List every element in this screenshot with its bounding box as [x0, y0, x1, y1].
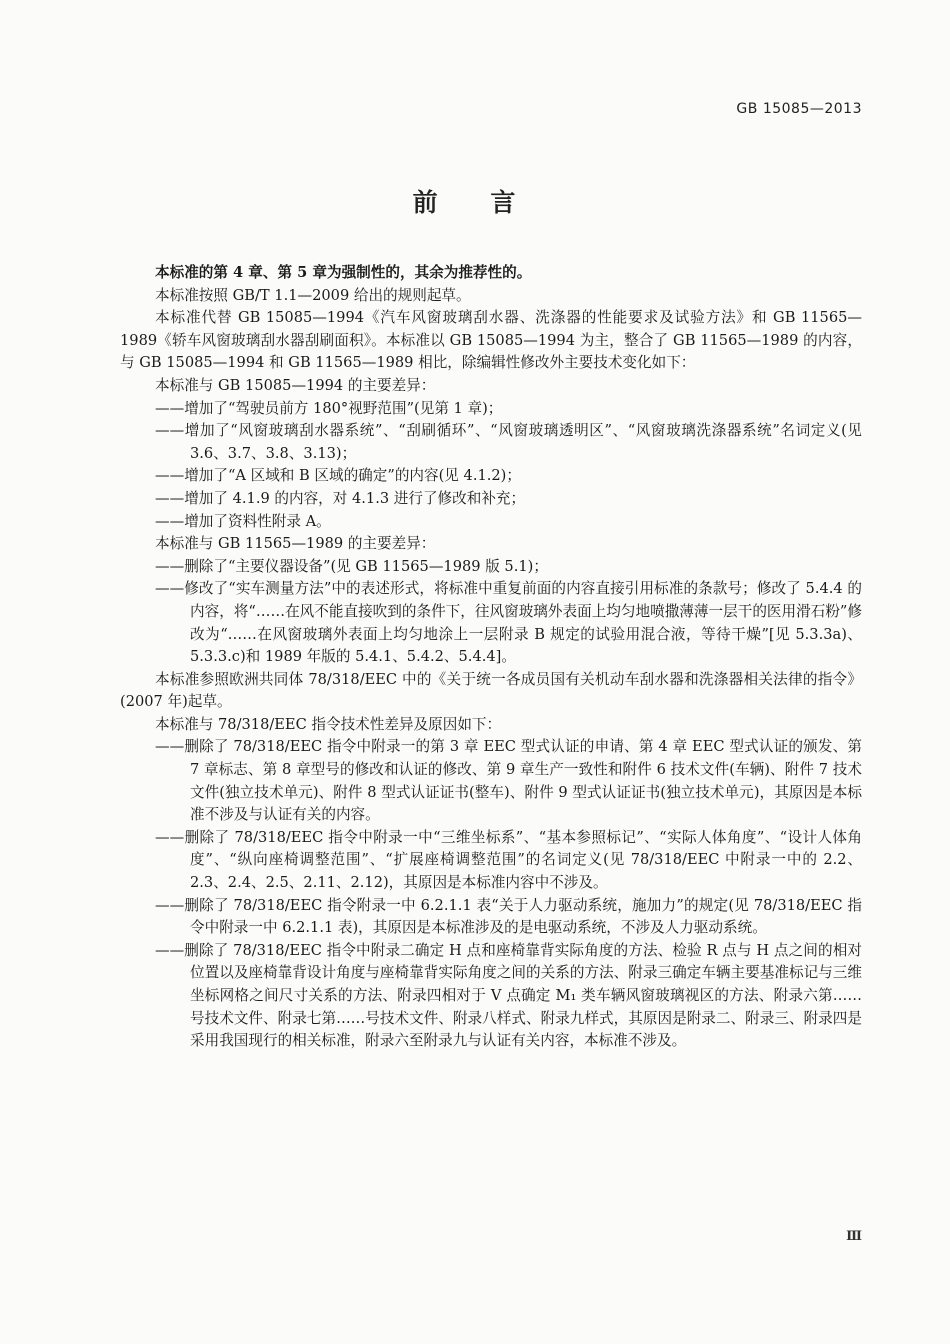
page-number: Ⅲ: [846, 1229, 862, 1244]
paragraph-mandatory-chapters: 本标准的第 4 章、第 5 章为强制性的，其余为推荐性的。: [155, 264, 532, 281]
list-item: ——增加了资料性附录 A。: [155, 512, 331, 530]
list-item: ——增加了 4.1.9 的内容，对 4.1.3 进行了修改和补充；: [155, 489, 526, 507]
list-item: ——增加了“风窗玻璃刮水器系统”、“刮刷循环”、“风窗玻璃透明区”、“风窗玻璃洗涤器系统”名词定义(见 3.6、3.7、3.8、3.13)；: [155, 422, 862, 462]
list-item: ——修改了“实车测量方法”中的表述形式，将标准中重复前面的内容直接引用标准的条款号；修改了 5.4.4 的内容，将“……在风不能直接吹到的条件下，往风窗玻璃外表面上均匀地喷撒薄薄一层干的医用滑石粉”修改为“……在风窗玻璃外表面上均匀地涂上一层附录 B 规定的试验用混合液，等待干燥”[见 5.3.3a)、5.3.3.c)和 1989 年版的 5.4.1、5.4.2、5.4.4]。: [155, 580, 862, 666]
paragraph-eec-reference: 本标准参照欧洲共同体 78/318/EEC 中的《关于统一各成员国有关机动车刮水器和洗涤器相关法律的指令》(2007 年)起草。: [120, 670, 862, 711]
standard-number: GB 15085—2013: [736, 101, 862, 117]
page-title: 前 言: [412, 188, 538, 217]
list-item: ——删除了 78/318/EEC 指令中附录一中“三维坐标系”、“基本参照标记”、“实际人体角度”、“设计人体角度”、“纵向座椅调整范围”、“扩展座椅调整范围”的名词定义(见 78/318/EEC 中附录一中的 2.2、2.3、2.4、2.5、2.11、2.12)，其原因是本标准内容中不涉及。: [155, 828, 862, 892]
list-item: ——删除了 78/318/EEC 指令附录一中 6.2.1.1 表“关于人力驱动系统，施加力”的规定(见 78/318/EEC 指令中附录一中 6.2.1.1 表)，其原因是本标准涉及的是电驱动系统，不涉及人力驱动系统。: [155, 896, 862, 937]
document-body: [120, 262, 862, 1053]
list-item: ——删除了 78/318/EEC 指令中附录二确定 H 点和座椅靠背实际角度的方法、检验 R 点与 H 点之间的相对位置以及座椅靠背设计角度与座椅靠背实际角度之间的关系的方法、附录三确定车辆主要基准标记与三维坐标网格之间尺寸关系的方法、附录四相对于 V 点确定 M₁ 类车辆风窗玻璃视区的方法、附录六第……号技术文件、附录七第……号技术文件、附录八样式、附录九样式，其原因是附录二、附录三、附录四是采用我国现行的相关标准，附录六至附录九与认证有关内容，本标准不涉及。: [155, 941, 862, 1050]
list-item: ——增加了“A 区域和 B 区域的确定”的内容(见 4.1.2)；: [155, 467, 521, 485]
list-item: ——增加了“驾驶员前方 180°视野范围”(见第 1 章)；: [155, 399, 503, 417]
list-item: ——删除了 78/318/EEC 指令中附录一的第 3 章 EEC 型式认证的申请、第 4 章 EEC 型式认证的颁发、第 7 章标志、第 8 章型号的修改和认证的修改、第 9 章生产一致性和附件 6 技术文件(车辆)、附件 7 技术文件(独立技术单元)、附件 8 型式认证证书(整车)、附件 9 型式认证证书(独立技术单元)，其原因是本标准不涉及与认证有关的内容。: [155, 738, 862, 824]
paragraph-replaces: 本标准代替 GB 15085—1994《汽车风窗玻璃刮水器、洗涤器的性能要求及试验方法》和 GB 11565—1989《轿车风窗玻璃刮水器刮刷面积》。本标准以 GB 15085—1994 为主，整合了 GB 11565—1989 的内容，与 GB 15085—1994 和 GB 11565—1989 相比，除编辑性修改外主要技术变化如下：: [120, 309, 862, 372]
paragraph-drafting-rules: 本标准按照 GB/T 1.1—2009 给出的规则起草。: [155, 286, 471, 304]
paragraph-diff-1994-heading: 本标准与 GB 15085—1994 的主要差异：: [155, 376, 436, 394]
paragraph-diff-1989-heading: 本标准与 GB 11565—1989 的主要差异：: [155, 535, 436, 553]
list-item: ——删除了“主要仪器设备”(见 GB 11565—1989 版 5.1)；: [155, 557, 548, 575]
paragraph-eec-diff-heading: 本标准与 78/318/EEC 指令技术性差异及原因如下：: [155, 715, 502, 733]
